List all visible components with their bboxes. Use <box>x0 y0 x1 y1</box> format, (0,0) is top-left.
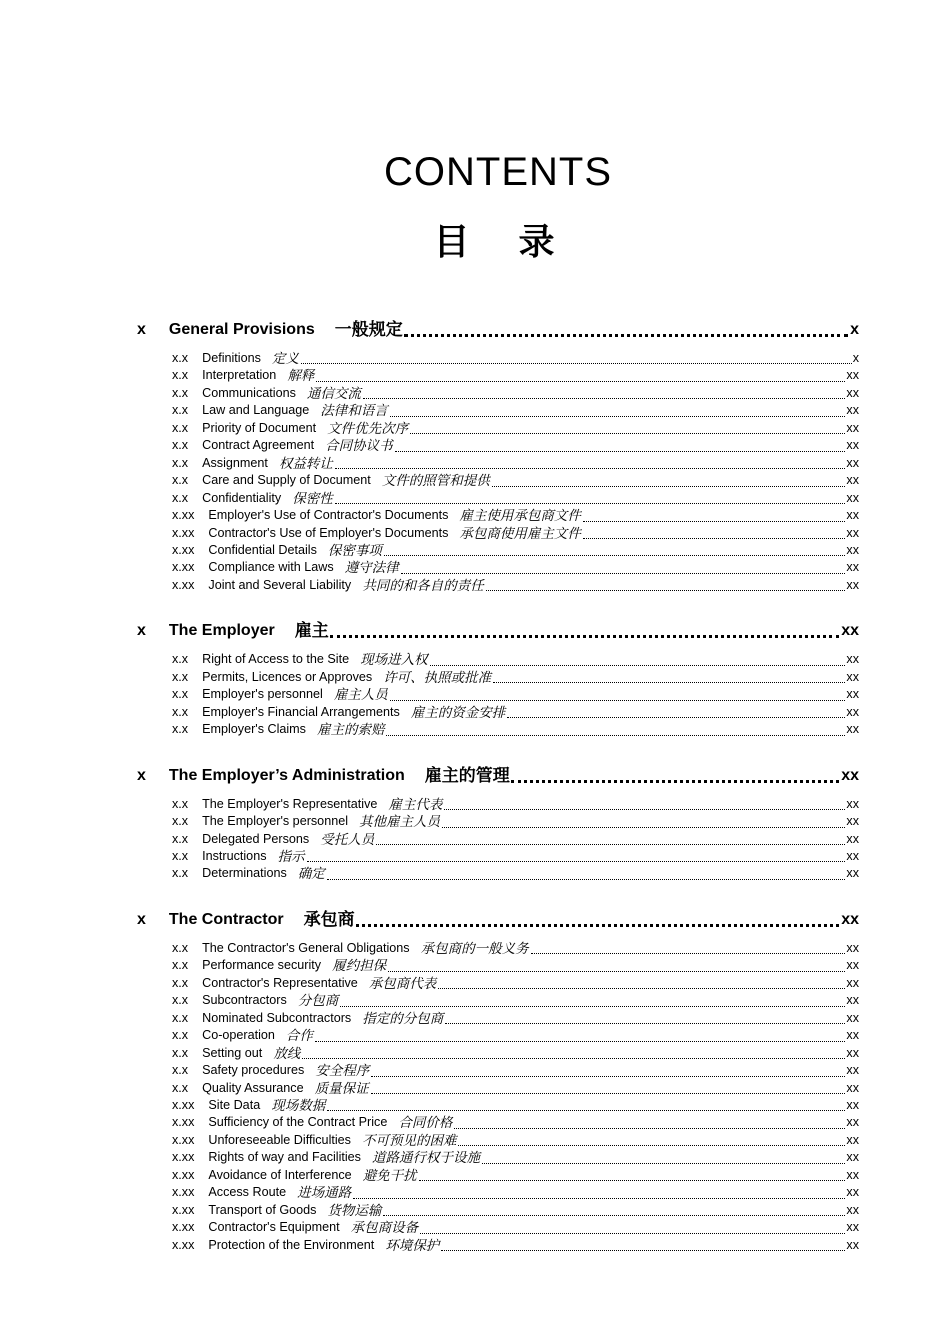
entry-number: x.x <box>172 1010 189 1025</box>
entry-title-zh: 雇主人员 <box>333 687 388 703</box>
dot-leader <box>583 521 846 522</box>
entry-page-number: xx <box>846 687 859 702</box>
entry-number: x.x <box>172 831 189 846</box>
entry-title-en: Contract Agreement <box>202 438 315 453</box>
entry-title-en: Communications <box>202 385 296 400</box>
entry-number: x.x <box>172 403 189 418</box>
entry-title-zh: 分包商 <box>297 993 339 1009</box>
dot-leader <box>445 1023 845 1024</box>
entry-title-zh: 合作 <box>285 1028 313 1044</box>
entry-number: x.x <box>172 368 189 383</box>
entry-title-zh: 现场进入权 <box>360 652 428 668</box>
entry-title-en: Rights of way and Facilities <box>208 1150 361 1165</box>
entry-title-zh: 承包商代表 <box>368 975 437 991</box>
section-page-number: xx <box>841 622 859 640</box>
dot-leader <box>441 1250 845 1251</box>
entry-title-zh: 承包商设备 <box>350 1220 419 1236</box>
section-title-zh: 雇主的管理 <box>424 765 510 785</box>
entry-number: x.x <box>172 669 189 684</box>
toc-entry[interactable] <box>172 975 859 992</box>
entry-number: x.x <box>172 796 189 811</box>
entry-number: x.x <box>172 1080 189 1095</box>
entry-title-en: Co-operation <box>202 1028 275 1043</box>
entry-page-number: xx <box>846 1202 859 1217</box>
dot-leader <box>335 503 846 504</box>
dot-leader <box>401 573 846 574</box>
dot-leader <box>371 1093 846 1094</box>
dot-leader <box>420 1233 845 1234</box>
dot-leader <box>340 1006 845 1007</box>
entry-title-en: The Employer's personnel <box>202 814 348 829</box>
toc-entry[interactable] <box>172 957 859 974</box>
entry-title-zh: 不可预见的困难 <box>361 1132 457 1148</box>
dot-leader <box>330 635 839 638</box>
dot-leader <box>301 363 852 364</box>
entry-number: x.x <box>172 958 189 973</box>
page-title-chinese: 目 录 <box>433 221 563 263</box>
toc-section-items <box>137 940 859 1254</box>
entry-number: x.xx <box>172 1167 195 1182</box>
entry-title-zh: 进场通路 <box>297 1185 352 1201</box>
dot-leader <box>454 1128 845 1129</box>
toc-section <box>137 319 859 594</box>
entry-number: x.x <box>172 1028 189 1043</box>
toc-entry[interactable] <box>172 402 859 419</box>
entry-number: x.x <box>172 438 189 453</box>
entry-title-zh: 环境保护 <box>385 1237 440 1253</box>
dot-leader <box>419 1180 846 1181</box>
entry-number: x.x <box>172 993 189 1008</box>
entry-title-en: Delegated Persons <box>202 831 310 846</box>
entry-page-number: x <box>852 351 859 365</box>
toc-entry[interactable] <box>172 669 859 686</box>
dot-leader <box>458 1145 845 1146</box>
entry-page-number: xx <box>846 438 859 453</box>
entry-page-number: xx <box>846 652 859 667</box>
dot-leader <box>335 468 846 469</box>
section-page-number: x <box>850 321 859 338</box>
dot-leader <box>376 844 845 845</box>
entry-title-zh: 确定 <box>297 866 325 882</box>
dot-leader <box>486 590 846 591</box>
entry-title-zh: 安全程序 <box>315 1063 370 1079</box>
toc-entry[interactable] <box>172 1080 859 1097</box>
entry-title-en: Contractor's Use of Employer's Documents <box>208 525 449 540</box>
entry-title-en: Nominated Subcontractors <box>202 1010 352 1025</box>
toc-entry[interactable] <box>172 1062 859 1079</box>
entry-number: x.x <box>172 866 189 881</box>
entry-title-en: Confidentiality <box>202 490 282 505</box>
page-title-english: CONTENTS <box>384 150 612 194</box>
entry-number: x.xx <box>172 1220 195 1235</box>
section-number: x <box>137 622 146 640</box>
dot-leader <box>430 665 846 666</box>
entry-page-number: xx <box>846 814 859 829</box>
entry-page-number: xx <box>846 722 859 737</box>
entry-title-zh: 权益转让 <box>278 455 333 471</box>
entry-number: x.x <box>172 704 189 719</box>
toc-section-items <box>137 796 859 883</box>
entry-title-en: Compliance with Laws <box>208 560 334 575</box>
entry-number: x.xx <box>172 542 195 557</box>
entry-title-en: Employer's Financial Arrangements <box>202 704 400 719</box>
entry-title-en: Transport of Goods <box>208 1202 317 1217</box>
entry-page-number: xx <box>846 490 859 505</box>
entry-page-number: xx <box>846 1097 859 1112</box>
toc-entry[interactable] <box>172 651 859 668</box>
dot-leader <box>316 381 845 382</box>
section-title-en: The Contractor <box>168 910 284 928</box>
entry-title-zh: 雇主的资金安排 <box>410 704 506 720</box>
dot-leader <box>315 1041 846 1042</box>
entry-page-number: xx <box>846 403 859 418</box>
entry-number: x.x <box>172 351 189 365</box>
dot-leader <box>442 827 845 828</box>
table-of-contents <box>137 319 859 1254</box>
entry-number: x.x <box>172 814 189 829</box>
entry-number: x.x <box>172 1045 189 1060</box>
toc-entry[interactable] <box>172 848 859 865</box>
entry-page-number: xx <box>846 1045 859 1060</box>
entry-number: x.xx <box>172 1097 195 1112</box>
toc-entry[interactable] <box>172 704 859 721</box>
entry-number: x.xx <box>172 1115 195 1130</box>
dot-leader <box>531 953 846 954</box>
toc-entry[interactable] <box>172 1149 859 1166</box>
section-page-number: xx <box>841 766 859 784</box>
entry-title-zh: 货物运输 <box>327 1202 382 1218</box>
entry-title-zh: 解释 <box>287 368 315 384</box>
toc-entry[interactable] <box>172 1027 859 1044</box>
toc-entry[interactable] <box>172 1097 859 1114</box>
entry-title-zh: 现场数据 <box>271 1097 326 1113</box>
entry-title-en: Care and Supply of Document <box>202 473 371 488</box>
dot-leader <box>492 486 846 487</box>
entry-title-en: Contractor's Representative <box>202 975 358 990</box>
dot-leader <box>363 398 846 399</box>
entry-number: x.x <box>172 473 189 488</box>
toc-entry[interactable] <box>172 1184 859 1201</box>
dot-leader <box>302 1058 845 1059</box>
entry-page-number: xx <box>846 993 859 1008</box>
dot-leader <box>307 861 846 862</box>
entry-title-en: Law and Language <box>202 403 310 418</box>
entry-page-number: xx <box>846 940 859 955</box>
toc-entry[interactable] <box>172 1010 859 1027</box>
dot-leader <box>327 1110 845 1111</box>
entry-number: x.xx <box>172 1237 195 1252</box>
entry-number: x.x <box>172 420 189 435</box>
entry-title-en: Sufficiency of the Contract Price <box>208 1115 388 1130</box>
entry-number: x.xx <box>172 560 195 575</box>
entry-title-zh: 保密性 <box>292 490 333 506</box>
entry-title-zh: 定义 <box>271 351 299 366</box>
toc-entry[interactable] <box>172 1114 859 1131</box>
section-number: x <box>137 910 146 928</box>
entry-page-number: xx <box>846 455 859 470</box>
entry-number: x.x <box>172 848 189 863</box>
entry-number: x.xx <box>172 508 195 523</box>
toc-entry[interactable] <box>172 1132 859 1149</box>
entry-title-en: Protection of the Environment <box>208 1237 375 1252</box>
entry-number: x.x <box>172 385 189 400</box>
entry-title-zh: 合同协议书 <box>325 438 393 454</box>
toc-section-heading[interactable] <box>137 909 859 931</box>
entry-title-en: Permits, Licences or Approves <box>202 669 373 684</box>
toc-entry[interactable] <box>172 1219 859 1236</box>
entry-title-zh: 许可、执照或批准 <box>383 669 492 685</box>
entry-title-en: Employer's Use of Contractor's Documents <box>208 508 449 523</box>
dot-leader <box>410 433 845 434</box>
entry-number: x.x <box>172 455 189 470</box>
entry-number: x.xx <box>172 1132 195 1147</box>
entry-title-en: The Contractor's General Obligations <box>202 940 410 955</box>
entry-title-en: Determinations <box>202 866 287 881</box>
entry-title-zh: 指定的分包商 <box>362 1010 444 1026</box>
toc-section-heading[interactable] <box>137 620 859 642</box>
entry-title-zh: 雇主代表 <box>388 796 443 812</box>
toc-entry[interactable] <box>172 472 859 489</box>
dot-leader <box>353 1198 845 1199</box>
entry-title-en: Quality Assurance <box>202 1080 304 1095</box>
toc-section <box>137 765 859 883</box>
entry-title-zh: 质量保证 <box>314 1080 369 1096</box>
dot-leader <box>395 451 846 452</box>
entry-page-number: xx <box>846 669 859 684</box>
entry-title-en: Employer's Claims <box>202 722 306 737</box>
entry-page-number: xx <box>846 866 859 881</box>
entry-title-zh: 雇主使用承包商文件 <box>459 508 581 524</box>
entry-page-number: xx <box>846 831 859 846</box>
entry-title-zh: 受托人员 <box>320 831 375 847</box>
dot-leader <box>511 780 839 783</box>
toc-section <box>137 620 859 738</box>
entry-title-zh: 其他雇主人员 <box>359 814 440 830</box>
entry-title-en: Assignment <box>202 455 268 470</box>
toc-entry[interactable] <box>172 796 859 813</box>
entry-page-number: xx <box>846 1132 859 1147</box>
entry-number: x.x <box>172 722 189 737</box>
toc-entry[interactable] <box>172 350 859 367</box>
dot-leader <box>444 809 845 810</box>
toc-entry[interactable] <box>172 1202 859 1219</box>
entry-title-en: Interpretation <box>202 368 277 383</box>
toc-section-heading[interactable] <box>137 319 859 341</box>
entry-page-number: xx <box>846 385 859 400</box>
entry-title-zh: 指示 <box>277 848 305 864</box>
entry-page-number: xx <box>846 577 859 592</box>
toc-entry[interactable] <box>172 1237 859 1254</box>
entry-title-zh: 道路通行权于设施 <box>371 1150 480 1166</box>
entry-page-number: xx <box>846 1220 859 1235</box>
entry-title-en: Priority of Document <box>202 420 317 435</box>
entry-number: x.x <box>172 940 189 955</box>
toc-section-items <box>137 350 859 594</box>
dot-leader <box>384 555 846 556</box>
entry-page-number: xx <box>846 542 859 557</box>
entry-title-en: Employer's personnel <box>202 687 323 702</box>
entry-page-number: xx <box>846 975 859 990</box>
toc-entry[interactable] <box>172 490 859 507</box>
toc-entry[interactable] <box>172 721 859 738</box>
entry-title-en: Instructions <box>202 848 267 863</box>
section-number: x <box>137 321 146 338</box>
entry-page-number: xx <box>846 508 859 523</box>
toc-entry[interactable] <box>172 437 859 454</box>
toc-entry[interactable] <box>172 367 859 384</box>
entry-page-number: xx <box>846 704 859 719</box>
section-title-en: The Employer’s Administration <box>168 766 405 784</box>
dot-leader <box>386 735 845 736</box>
entry-title-zh: 法律和语言 <box>320 403 388 419</box>
entry-title-en: Safety procedures <box>202 1063 305 1078</box>
entry-title-zh: 保密事项 <box>327 542 382 558</box>
toc-section-heading[interactable] <box>137 765 859 787</box>
toc-entry[interactable] <box>172 992 859 1009</box>
toc-entry[interactable] <box>172 385 859 402</box>
toc-entry[interactable] <box>172 813 859 830</box>
entry-title-en: Unforeseeable Difficulties <box>208 1132 351 1147</box>
dot-leader <box>388 971 845 972</box>
entry-title-zh: 共同的和各自的责任 <box>362 577 484 593</box>
entry-title-en: Performance security <box>202 958 322 973</box>
toc-entry[interactable] <box>172 525 859 542</box>
section-title-zh: 承包商 <box>303 909 355 929</box>
entry-page-number: xx <box>846 1115 859 1130</box>
dot-leader <box>583 538 846 539</box>
toc-entry[interactable] <box>172 577 859 594</box>
entry-title-en: Setting out <box>202 1045 263 1060</box>
toc-section <box>137 909 859 1254</box>
entry-page-number: xx <box>846 473 859 488</box>
dot-leader <box>493 682 845 683</box>
dot-leader <box>507 717 845 718</box>
entry-title-zh: 承包商使用雇主文件 <box>459 525 581 541</box>
entry-title-en: Site Data <box>208 1097 261 1112</box>
entry-number: x.xx <box>172 1150 195 1165</box>
dot-leader <box>404 334 848 337</box>
section-title-en: General Provisions <box>168 321 315 338</box>
entry-title-zh: 承包商的一般义务 <box>420 940 529 956</box>
section-page-number: xx <box>841 910 859 928</box>
entry-title-zh: 遵守法律 <box>344 560 399 576</box>
toc-entry[interactable] <box>172 507 859 524</box>
entry-page-number: xx <box>846 560 859 575</box>
entry-page-number: xx <box>846 420 859 435</box>
entry-number: x.xx <box>172 1202 195 1217</box>
dot-leader <box>371 1076 845 1077</box>
toc-entry[interactable] <box>172 559 859 576</box>
section-title-en: The Employer <box>168 622 275 640</box>
entry-title-en: Right of Access to the Site <box>202 652 350 667</box>
entry-title-zh: 履约担保 <box>332 958 387 974</box>
entry-title-en: Access Route <box>208 1185 287 1200</box>
entry-page-number: xx <box>846 1185 859 1200</box>
entry-title-en: Joint and Several Liability <box>208 577 352 592</box>
entry-number: x.xx <box>172 1185 195 1200</box>
entry-title-zh: 放线 <box>273 1045 301 1061</box>
toc-section-items <box>137 651 859 738</box>
entry-page-number: xx <box>846 796 859 811</box>
toc-entry[interactable] <box>172 831 859 848</box>
entry-number: x.x <box>172 975 189 990</box>
dot-leader <box>327 879 846 880</box>
entry-page-number: xx <box>846 525 859 540</box>
entry-number: x.x <box>172 490 189 505</box>
toc-entry[interactable] <box>172 455 859 472</box>
entry-page-number: xx <box>846 1010 859 1025</box>
entry-page-number: xx <box>846 1150 859 1165</box>
entry-title-zh: 避免干扰 <box>362 1167 417 1183</box>
toc-entry[interactable] <box>172 1167 859 1184</box>
dot-leader <box>482 1163 845 1164</box>
entry-number: x.xx <box>172 577 195 592</box>
dot-leader <box>356 924 840 927</box>
entry-page-number: xx <box>846 848 859 863</box>
section-number: x <box>137 766 146 784</box>
dot-leader <box>390 416 846 417</box>
toc-entry[interactable] <box>172 420 859 437</box>
dot-leader <box>383 1215 845 1216</box>
entry-number: x.xx <box>172 525 195 540</box>
entry-page-number: xx <box>846 368 859 383</box>
entry-title-zh: 通信交流 <box>306 385 361 401</box>
entry-page-number: xx <box>846 958 859 973</box>
entry-page-number: xx <box>846 1028 859 1043</box>
entry-title-en: The Employer's Representative <box>202 796 378 811</box>
entry-title-en: Contractor's Equipment <box>208 1220 340 1235</box>
entry-page-number: xx <box>846 1167 859 1182</box>
toc-entry[interactable] <box>172 686 859 703</box>
toc-entry[interactable] <box>172 865 859 882</box>
entry-title-zh: 雇主的索赔 <box>316 722 385 738</box>
entry-title-zh: 文件的照管和提供 <box>381 473 490 489</box>
toc-entry[interactable] <box>172 1045 859 1062</box>
dot-leader <box>390 700 846 701</box>
entry-page-number: xx <box>846 1063 859 1078</box>
entry-number: x.x <box>172 652 189 667</box>
dot-leader <box>438 988 845 989</box>
toc-entry[interactable] <box>172 940 859 957</box>
entry-title-zh: 合同价格 <box>398 1115 453 1131</box>
entry-title-en: Avoidance of Interference <box>208 1167 352 1182</box>
section-title-zh: 一般规定 <box>334 320 403 339</box>
entry-title-en: Confidential Details <box>208 542 317 557</box>
toc-entry[interactable] <box>172 542 859 559</box>
entry-number: x.x <box>172 1063 189 1078</box>
entry-title-en: Subcontractors <box>202 993 287 1008</box>
entry-page-number: xx <box>846 1080 859 1095</box>
entry-page-number: xx <box>846 1237 859 1252</box>
entry-title-en: Definitions <box>202 351 261 365</box>
entry-title-zh: 文件优先次序 <box>327 420 409 436</box>
entry-number: x.x <box>172 687 189 702</box>
section-title-zh: 雇主 <box>294 621 329 641</box>
